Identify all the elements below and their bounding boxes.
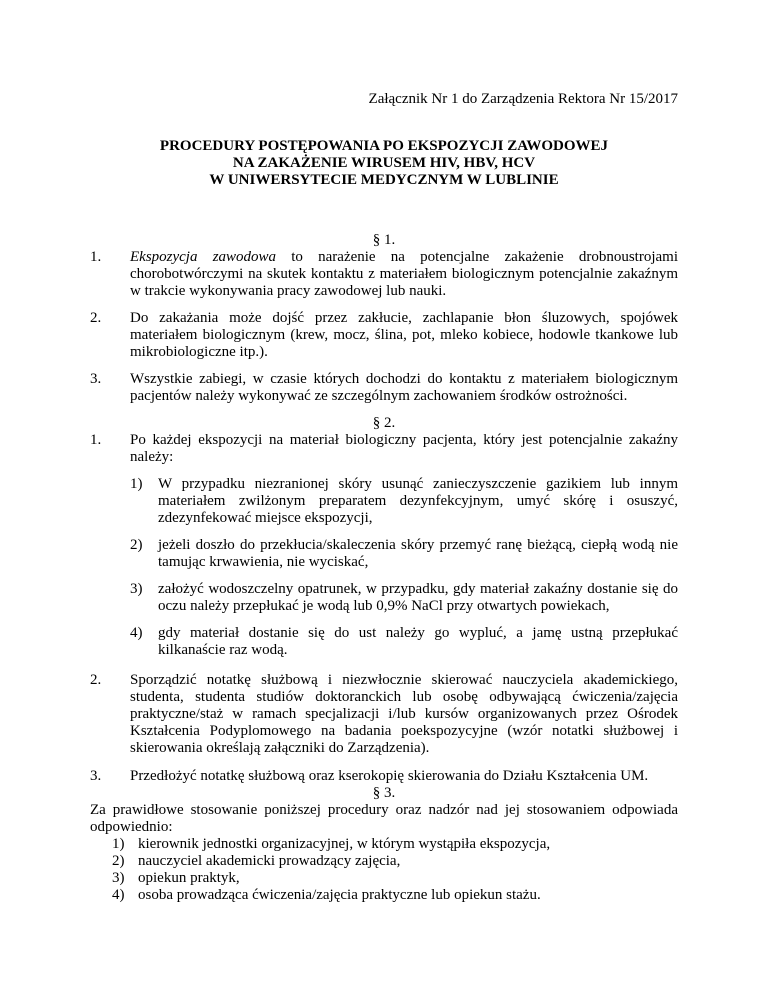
s1-p1-body: to narażenie na potencjalne zakażenie drobnoustrojami chorobotwórczymi na skutek kontaktu z materiałem biologicznym potencjalnie zakaźnym w trakcie wykonywania pracy zawodowej lub nauki.: [130, 249, 678, 299]
s3-item-3-text: opiekun praktyk,: [138, 870, 240, 886]
s2-step-3-text: założyć wodoszczelny opatrunek, w przypadku, gdy materiał zakaźny dostanie się do oczu należy przepłukać je wodą lub 0,9% NaCl przy otwartych powiekach,: [158, 581, 678, 614]
s3-item-4-number: 4): [112, 887, 125, 903]
s3-list-item: [112, 853, 678, 870]
s1-p1-number: 1.: [90, 249, 102, 265]
s3-list: [112, 836, 678, 904]
s3-item-1-text: kierownik jednostki organizacyjnej, w którym wystąpiła ekspozycja,: [138, 836, 551, 852]
s2-step-2-number: 2): [130, 537, 143, 553]
s1-p3-text: Wszystkie zabiegi, w czasie których dochodzi do kontaktu z materiałem biologicznym pacjentów należy wykonywać ze szczególnym zachowaniem środków ostrożności.: [130, 371, 678, 404]
title-line-2: NA ZAKAŻENIE WIRUSEM HIV, HBV, HCV: [232, 155, 536, 171]
title-line-1: PROCEDURY POSTĘPOWANIA PO EKSPOZYCJI ZAWODOWEJ: [159, 138, 609, 154]
s2-step-2: [130, 537, 678, 571]
s2-p3-number: 3.: [90, 768, 102, 784]
document-title: [0, 138, 768, 189]
section-2-heading: § 2.: [372, 415, 396, 431]
s2-step-1-text: W przypadku niezranionej skóry usunąć zanieczyszczenie gazikiem lub innym materiałem zwilżonym preparatem dezynfekcyjnym, umyć skórę i osuszyć, zdezynfekować miejsce ekspozycji,: [158, 476, 678, 526]
s2-p1-number: 1.: [90, 432, 102, 448]
s3-item-2-text: nauczyciel akademicki prowadzący zajęcia,: [138, 853, 401, 869]
s3-item-4-text: osoba prowadząca ćwiczenia/zajęcia praktyczne lub opiekun stażu.: [138, 887, 541, 903]
s2-step-4-text: gdy materiał dostanie się do ust należy go wypluć, a jamę ustną przepłukać kilkanaście raz wodą.: [158, 625, 678, 658]
s2-step-1-number: 1): [130, 476, 143, 492]
s2-p2-text: Sporządzić notatkę służbową i niezwłocznie skierować nauczyciela akademickiego, studenta, studenta studiów doktoranckich lub osobę odbywającą ćwiczenia/zajęcia praktyczne/staż w ramach specjalizacji i/lub kursów organizowanych przez Ośrodek Kształcenia Podyplomowego na badania poekspozycyjne (wzór notatki służbowej i skierowania określają załączniki do Zarządzenia).: [130, 672, 678, 756]
s2-p3-text: Przedłożyć notatkę służbową oraz kserokopię skierowania do Działu Kształcenia UM.: [130, 768, 649, 784]
s1-p1-text: [130, 249, 678, 300]
s1-p2-number: 2.: [90, 310, 102, 326]
s3-list-item: [112, 870, 678, 887]
s3-intro-text: Za prawidłowe stosowanie poniższej procedury oraz nadzór nad jej stosowaniem odpowiada odpowiednio:: [90, 802, 678, 835]
s1-p1-term: Ekspozycja zawodowa: [130, 249, 277, 265]
s2-p2-number: 2.: [90, 672, 102, 688]
s2-step-4-number: 4): [130, 625, 143, 641]
title-line-3: W UNIWERSYTECIE MEDYCZNYM W LUBLINIE: [209, 172, 559, 188]
s3-list-item: [112, 836, 678, 853]
section-1-heading: § 1.: [372, 232, 396, 248]
s2-step-2-text: jeżeli doszło do przekłucia/skaleczenia skóry przemyć ranę bieżącą, ciepłą wodą nie tamując krwawienia, nie wyciskać,: [158, 537, 678, 570]
s1-p2-text: Do zakażania może dojść przez zakłucie, zachlapanie błon śluzowych, spojówek materiałem biologicznym (krew, mocz, ślina, pot, mleko kobiece, hodowle tkankowe lub mikrobiologiczne itp.).: [130, 310, 678, 360]
attachment-header: Załącznik Nr 1 do Zarządzenia Rektora Nr 15/2017: [368, 91, 678, 107]
s1-p3-number: 3.: [90, 371, 102, 387]
s3-item-3-number: 3): [112, 870, 125, 886]
s3-item-1-number: 1): [112, 836, 125, 852]
s2-step-1: [130, 476, 678, 527]
s2-step-3: [130, 581, 678, 615]
section-3-heading: § 3.: [372, 785, 396, 801]
s2-step-4: [130, 625, 678, 659]
s2-step-3-number: 3): [130, 581, 143, 597]
s3-list-item: [112, 887, 678, 904]
s3-item-2-number: 2): [112, 853, 125, 869]
s2-p1-text: Po każdej ekspozycji na materiał biologiczny pacjenta, który jest potencjalnie zakaźny należy:: [130, 432, 678, 465]
